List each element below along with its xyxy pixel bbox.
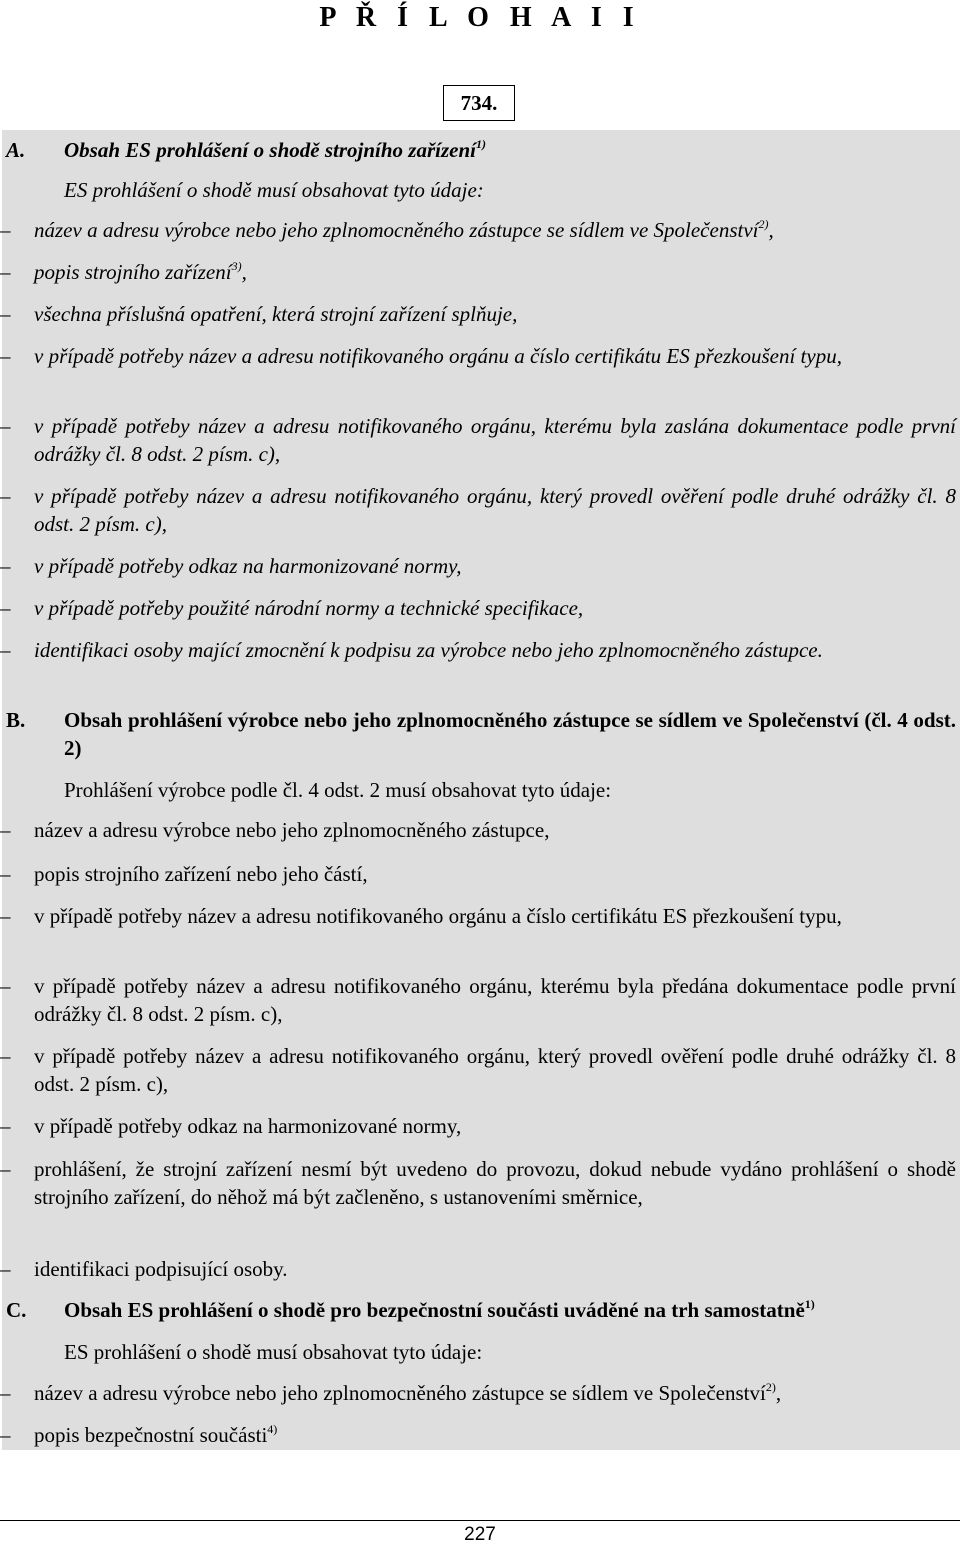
item-text: v případě potřeby název a adresu notifikovaného orgánu, který provedl ověření podle druhé odrážky čl. 8 odst. 2 písm. c),: [34, 484, 956, 536]
item-text: v případě potřeby název a adresu notifikovaného orgánu a číslo certifikátu ES přezkoušení typu,: [34, 344, 842, 368]
item-text: v případě potřeby název a adresu notifikovaného orgánu, který provedl ověření podle druhé odrážky čl. 8 odst. 2 písm. c),: [34, 1044, 956, 1096]
page-number: 227: [464, 1524, 496, 1545]
section-c-footnote-ref: 1): [804, 1297, 815, 1311]
section-b-intro: Prohlášení výrobce podle čl. 4 odst. 2 musí obsahovat tyto údaje:: [64, 778, 612, 802]
section-b-title: Obsah prohlášení výrobce nebo jeho zplnomocněného zástupce se sídlem ve Společenství (čl. 4 odst. 2): [64, 708, 956, 760]
section-b-letter: B.: [6, 708, 26, 732]
item-text: prohlášení, že strojní zařízení nesmí být uvedeno do provozu, dokud nebude vydáno prohlášení o shodě strojního zařízení, do něhož má být začleněno, s ustanoveními směrnice,: [34, 1157, 956, 1209]
list-item: [0, 636, 956, 664]
list-item: [0, 816, 956, 844]
section-a-heading: [6, 136, 956, 164]
list-item: [0, 482, 956, 538]
list-item: [0, 552, 956, 580]
annex-content: [0, 130, 960, 1450]
item-text: identifikaci podpisující osoby.: [34, 1257, 288, 1281]
item-text: popis strojního zařízení nebo jeho částí,: [34, 862, 368, 886]
item-text: název a adresu výrobce nebo jeho zplnomocněného zástupce se sídlem ve Společenství: [34, 1381, 766, 1405]
footnote-ref: 3): [231, 259, 242, 273]
section-b-heading: [6, 706, 956, 762]
section-c-title: Obsah ES prohlášení o shodě pro bezpečnostní součásti uváděné na trh samostatně: [64, 1298, 805, 1322]
footnote-ref: 2): [758, 217, 769, 231]
list-item: [0, 1421, 956, 1449]
dash-marker: –: [0, 554, 11, 578]
dash-marker: –: [0, 484, 11, 508]
dash-marker: –: [0, 1114, 11, 1138]
list-item: [0, 594, 956, 622]
list-item: [0, 258, 956, 286]
item-text: identifikaci osoby mající zmocnění k podpisu za výrobce nebo jeho zplnomocněného zástupce.: [34, 638, 823, 662]
section-c-letter: C.: [6, 1298, 27, 1322]
list-item: [0, 216, 956, 244]
dash-marker: –: [0, 974, 11, 998]
item-text: název a adresu výrobce nebo jeho zplnomocněného zástupce se sídlem ve Společenství: [34, 218, 759, 242]
document-number-box: 734.: [443, 85, 515, 121]
dash-marker: –: [0, 1257, 11, 1281]
list-item: [0, 1042, 956, 1098]
footnote-ref: 2): [765, 1380, 776, 1394]
item-tail: ,: [775, 1381, 782, 1405]
item-text: v případě potřeby název a adresu notifikovaného orgánu, kterému byla zaslána dokumentace podle první odrážky čl. 8 odst. 2 písm. c),: [34, 414, 956, 466]
dash-marker: –: [0, 818, 11, 842]
item-tail: ,: [768, 218, 774, 242]
list-item: [0, 412, 956, 468]
list-item: [0, 860, 956, 888]
section-a-letter: A.: [6, 138, 26, 162]
dash-marker: –: [0, 1044, 11, 1068]
dash-marker: –: [0, 638, 11, 662]
dash-marker: –: [0, 904, 11, 928]
item-text: popis strojního zařízení: [34, 260, 232, 284]
item-text: v případě potřeby odkaz na harmonizované normy,: [34, 554, 462, 578]
dash-marker: –: [0, 218, 11, 242]
item-text: v případě potřeby odkaz na harmonizované normy,: [34, 1114, 462, 1138]
item-text: popis bezpečnostní součásti: [34, 1423, 268, 1447]
list-item: [0, 342, 956, 370]
item-text: název a adresu výrobce nebo jeho zplnomocněného zástupce,: [34, 818, 550, 842]
dash-marker: –: [0, 1423, 11, 1447]
section-c-intro: ES prohlášení o shodě musí obsahovat tyto údaje:: [64, 1340, 483, 1364]
dash-marker: –: [0, 260, 11, 284]
item-text: v případě potřeby použité národní normy a technické specifikace,: [34, 596, 584, 620]
dash-marker: –: [0, 862, 11, 886]
list-item: [0, 1155, 956, 1211]
footnote-ref: 4): [267, 1422, 278, 1436]
list-item: [0, 902, 956, 930]
list-item: [0, 300, 956, 328]
list-item: [0, 1255, 956, 1283]
item-text: všechna příslušná opatření, která strojní zařízení splňuje,: [34, 302, 518, 326]
list-item: [0, 1112, 956, 1140]
section-a-title: Obsah ES prohlášení o shodě strojního zařízení: [64, 138, 476, 162]
list-item: [0, 972, 956, 1028]
dash-marker: –: [0, 414, 11, 438]
section-a-footnote-ref: 1): [475, 137, 486, 151]
item-tail: ,: [241, 260, 247, 284]
item-text: v případě potřeby název a adresu notifikovaného orgánu, kterému byla předána dokumentace podle první odrážky čl. 8 odst. 2 písm. c),: [34, 974, 956, 1026]
dash-marker: –: [0, 596, 11, 620]
dash-marker: –: [0, 344, 11, 368]
footer-divider: [0, 1520, 960, 1521]
dash-marker: –: [0, 1381, 11, 1405]
page-title: P Ř Í L O H A I I: [319, 2, 641, 33]
dash-marker: –: [0, 1157, 11, 1181]
section-c-heading: [6, 1296, 956, 1324]
item-text: v případě potřeby název a adresu notifikovaného orgánu a číslo certifikátu ES přezkoušení typu,: [34, 904, 842, 928]
list-item: [0, 1379, 956, 1407]
section-a-intro: ES prohlášení o shodě musí obsahovat tyto údaje:: [64, 178, 484, 202]
dash-marker: –: [0, 302, 11, 326]
